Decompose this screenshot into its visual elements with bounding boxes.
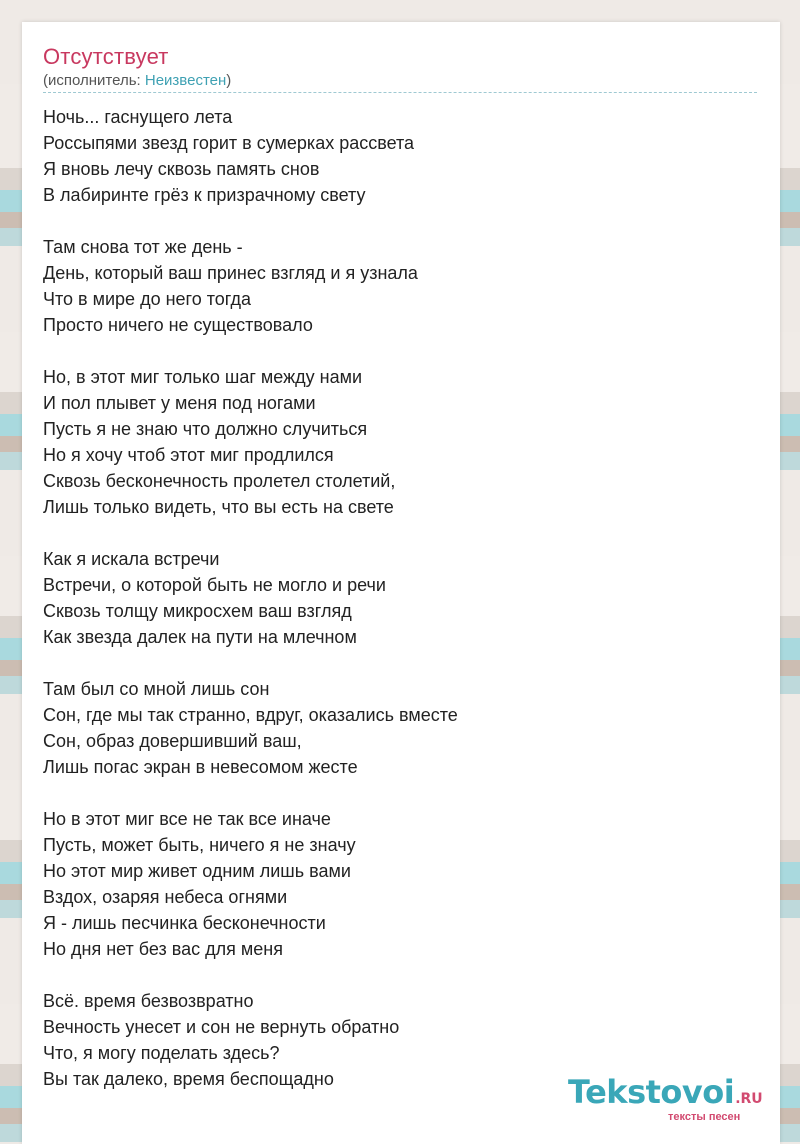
lyric-line: Но этот мир живет одним лишь вами bbox=[43, 861, 351, 881]
lyric-line: Как звезда далек на пути на млечном bbox=[43, 627, 357, 647]
lyric-line: Там был со мной лишь сон bbox=[43, 679, 270, 699]
lyric-line: Пусть, может быть, ничего я не значу bbox=[43, 835, 356, 855]
stanza-break bbox=[43, 520, 458, 546]
stanza-break bbox=[43, 962, 458, 988]
lyric-line: Лишь погас экран в невесомом жесте bbox=[43, 757, 358, 777]
lyric-line: Вы так далеко, время беспощадно bbox=[43, 1069, 334, 1089]
lyric-line: Россыпями звезд горит в сумерках рассвета bbox=[43, 133, 415, 153]
lyric-line: Но я хочу чтоб этот миг продлился bbox=[43, 445, 334, 465]
lyric-line: Встречи, о которой быть не могло и речи bbox=[43, 575, 386, 595]
lyric-line: Вечность унесет и сон не вернуть обратно bbox=[43, 1017, 400, 1037]
stanza-break bbox=[43, 650, 458, 676]
stanza-break bbox=[43, 208, 458, 234]
lyric-line: Просто ничего не существовало bbox=[43, 315, 313, 335]
lyric-line: Сквозь бесконечность пролетел столетий, bbox=[43, 471, 396, 491]
stanza-break bbox=[43, 780, 458, 806]
header-divider bbox=[43, 92, 757, 93]
artist-link[interactable]: Неизвестен bbox=[144, 72, 227, 89]
lyric-line: Пусть я не знаю что должно случиться bbox=[43, 419, 368, 439]
lyric-line: В лабиринте грёз к призрачному свету bbox=[43, 185, 366, 205]
stanza-break bbox=[43, 338, 458, 364]
lyric-line: Но в этот миг все не так все иначе bbox=[43, 809, 331, 829]
song-title: Отсутствует bbox=[43, 44, 169, 69]
lyric-line: И пол плывет у меня под ногами bbox=[43, 393, 316, 413]
lyric-line: Но, в этот миг только шаг между нами bbox=[43, 367, 363, 387]
logo-name: Tekstovoi bbox=[568, 1073, 735, 1111]
lyrics-text bbox=[43, 104, 458, 1092]
lyric-line: Лишь только видеть, что вы есть на свете bbox=[43, 497, 394, 517]
lyric-line: Сон, где мы так странно, вдруг, оказались вместе bbox=[43, 705, 458, 725]
artist-suffix: ) bbox=[226, 72, 232, 89]
logo-tagline: тексты песен bbox=[668, 1111, 741, 1123]
site-logo[interactable] bbox=[568, 1073, 763, 1123]
lyric-line: Сквозь толщу микросхем ваш взгляд bbox=[43, 601, 352, 621]
artist-line bbox=[43, 72, 231, 89]
lyric-line: Что в мире до него тогда bbox=[43, 289, 252, 309]
lyric-line: Всё. время безвозвратно bbox=[43, 991, 254, 1011]
logo-tld: .RU bbox=[735, 1091, 763, 1107]
lyric-line: Ночь... гаснущего лета bbox=[43, 107, 233, 127]
lyric-line: Я - лишь песчинка бесконечности bbox=[43, 913, 326, 933]
lyric-line: Вздох, озаряя небеса огнями bbox=[43, 887, 288, 907]
lyric-line: Сон, образ довершивший ваш, bbox=[43, 731, 302, 751]
lyric-line: День, который ваш принес взгляд и я узнала bbox=[43, 263, 418, 283]
lyric-line: Там снова тот же день - bbox=[43, 237, 243, 257]
lyric-line: Но дня нет без вас для меня bbox=[43, 939, 283, 959]
artist-prefix: (исполнитель: bbox=[43, 72, 145, 89]
lyric-line: Как я искала встречи bbox=[43, 549, 220, 569]
lyric-line: Что, я могу поделать здесь? bbox=[43, 1043, 280, 1063]
lyric-line: Я вновь лечу сквозь память снов bbox=[43, 159, 320, 179]
